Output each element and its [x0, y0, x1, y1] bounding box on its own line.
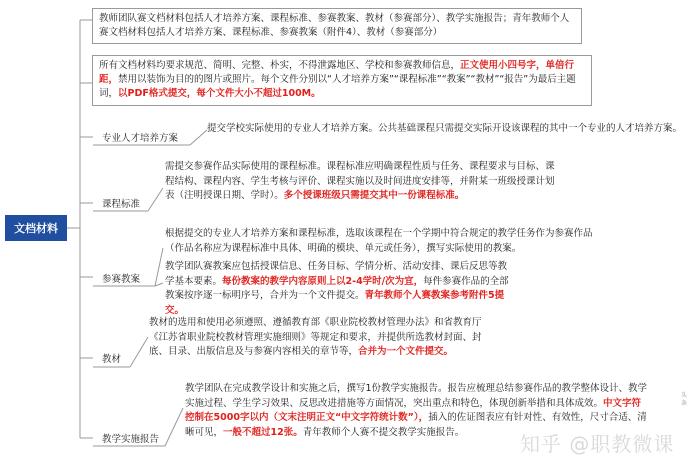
branch-label-standard: 课程标准	[102, 199, 141, 210]
standard-text	[165, 160, 560, 204]
intro-box-1	[92, 8, 582, 44]
root-node: 文档材料	[5, 215, 67, 241]
lesson-text-1: 根据提交的专业人才培养方案和课程标准，选取该课程在一个学期中符合规定的教学任务作为参赛作品（作品名称应为课程标准中具体、明确的模块、单元或任务），撰写实际使用的教案。	[165, 228, 593, 254]
intro-text-1: 教师团队赛文档材料包括人才培养方案、课程标准、参赛教案、教材（参赛部分）、教学实施报告；青年教师个人赛文档材料包括人才培养方案、课程标准、参赛教案（附件4）、教材（参赛部分）	[99, 13, 570, 38]
branch-label-textbook: 教材	[102, 354, 122, 365]
intro-text-2a: 所有文档材料均要求规范、简明、完整、朴实，不得泄露地区、学校和参赛教师信息，	[99, 60, 461, 71]
intro-box-2	[92, 55, 592, 106]
lesson-text-2d: 青年教师个人赛教案参考附件5提交。	[165, 290, 505, 316]
standard-text-b: 多个授课班级只需提交其中一份课程标准。	[283, 190, 465, 201]
lesson-text-2	[165, 260, 515, 318]
lesson-text-2c: 每件参赛作品的全部教案按序逐一标明序号，合并为一个文件提交。	[165, 275, 509, 301]
intro-text-2b: 正文使用小四号字，单倍行距，	[99, 60, 575, 85]
report-text-b: 中文字符控制在5000字以内（文末注明正文“中文字符统计数”），	[185, 397, 642, 423]
branch-label-report: 教学实施报告	[102, 434, 160, 445]
standard-text-a: 需提交参赛作品实际使用的课程标准。课程标准应明确课程性质与任务、课程要求与目标、课程结构、课程内容、学生考核与评价、课程实施以及时间进度安排等，并附某一班级授课计划表（注明授课日期、学时）。	[165, 161, 555, 201]
watermark-side: 头条	[681, 392, 688, 407]
lesson-text-2a: 教学团队赛教案应包括授课信息、任务目标、学情分析、活动安排、课后反思等教学基本要素。	[165, 261, 508, 287]
branch-label-lesson: 参赛教案	[102, 274, 141, 285]
intro-text-2c: 禁用以装饰为目的的图片或照片。每个文件分别以“人才培养方案”“课程标准”“教案”“教材”“报告”为最后主题词，	[99, 74, 576, 99]
report-text-a: 教学团队在完成教学设计和实施之后，撰写1份教学实施报告。报告应梳理总结参赛作品的教学整体设计、教学实施过程、学生学习效果、反思改进措施等方面情况，突出重点和特色，体现创新举措和具体成效。	[185, 383, 648, 409]
textbook-text-b: 合并为一个文件提交。	[358, 346, 454, 357]
report-text-d: 一般不超过12张。	[223, 426, 303, 438]
report-text-e: 青年教师个人赛不提交教学实施报告。	[302, 426, 465, 438]
intro-text-2d: 以PDF格式提交，每个文件大小不超过100M。	[118, 88, 321, 99]
branch-label-plan: 专业人才培养方案	[102, 133, 179, 144]
plan-text: 提交学校实际使用的专业人才培养方案。公共基础课程只需提交实际开设该课程的其中一个专业的人才培养方案。	[207, 123, 683, 134]
textbook-text	[149, 316, 494, 360]
lesson-text-2b: 每份教案的教学内容原则上以2-4学时/次为宜，	[222, 275, 424, 287]
textbook-text-a: 教材的选用和使用必须遵照、遵循教育部《职业院校教材管理办法》和省教育厅《江苏省职业院校教材管理实施细则》等规定和要求，并提供所选教材封面、封底、目录、出版信息及与参赛内容相关的章节等，	[149, 317, 482, 357]
watermark: 知乎 @职教微课	[520, 432, 675, 456]
report-text-c: 插入的佐证图表应有针对性、有效性，尺寸合适、清晰可见，	[185, 412, 647, 438]
